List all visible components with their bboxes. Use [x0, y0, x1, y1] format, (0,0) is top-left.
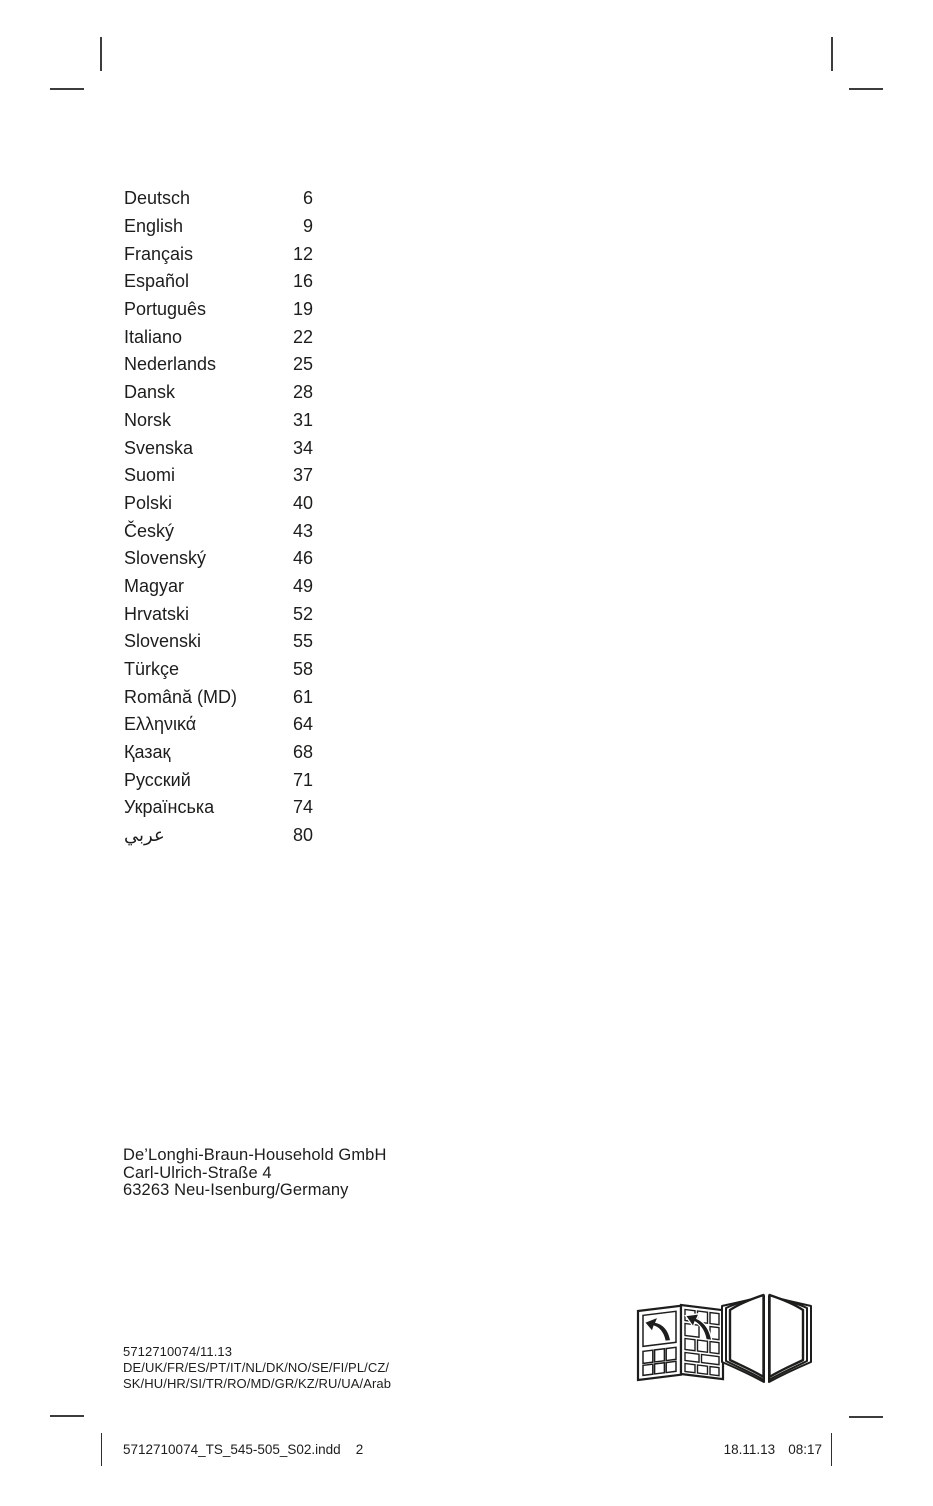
foldout-book-icon — [634, 1284, 814, 1384]
toc-language-label: Nederlands — [124, 354, 217, 375]
footer-date: 18.11.13 — [723, 1442, 776, 1457]
toc-language-label: Suomi — [124, 465, 176, 486]
toc-page-number: 22 — [292, 326, 313, 347]
toc-page-number: 52 — [292, 603, 313, 624]
crop-mark-top-right-horizontal — [849, 88, 883, 90]
toc-language-label: Magyar — [124, 575, 185, 596]
toc-page-number: 16 — [292, 271, 313, 292]
footer-datetime-group — [724, 1442, 822, 1457]
toc-language-label: Deutsch — [124, 188, 191, 209]
toc-language-label: Slovenski — [124, 631, 202, 652]
address-street: Carl-Ulrich-Straße 4 — [123, 1163, 272, 1182]
toc-entry — [124, 766, 313, 794]
toc-entry — [124, 213, 313, 241]
imprint-language-codes-1: DE/UK/FR/ES/PT/IT/NL/DK/NO/SE/FI/PL/CZ/ — [123, 1359, 390, 1375]
toc-page-number: 71 — [292, 769, 313, 790]
imprint-language-codes-2: SK/HU/HR/SI/TR/RO/MD/GR/KZ/RU/UA/Arab — [123, 1375, 392, 1391]
toc-entry — [124, 600, 313, 628]
toc-page-number: 58 — [292, 659, 313, 680]
toc-page-number: 46 — [292, 548, 313, 569]
toc-language-label: Türkçe — [124, 659, 180, 680]
toc-language-label: Italiano — [124, 326, 183, 347]
toc-page-number: 28 — [292, 382, 313, 403]
company-address — [123, 1147, 386, 1200]
footer-filename-group — [123, 1442, 363, 1457]
toc-language-label: Ελληνικά — [124, 714, 197, 735]
toc-page-number: 40 — [292, 492, 313, 513]
toc-page-number: 25 — [292, 354, 313, 375]
toc-language-label: Українська — [124, 797, 215, 818]
crop-mark-bottom-right-horizontal — [849, 1416, 883, 1418]
toc-language-label: Svenska — [124, 437, 194, 458]
crop-mark-top-left-vertical — [100, 37, 102, 71]
toc-language-label: عربي — [124, 825, 165, 846]
crop-mark-top-right-vertical — [831, 37, 833, 71]
toc-page-number: 34 — [292, 437, 313, 458]
toc-entry — [124, 323, 313, 351]
toc-page-number: 61 — [292, 686, 313, 707]
toc-entry — [124, 490, 313, 518]
toc-entry — [124, 185, 313, 213]
toc-language-label: Polski — [124, 492, 173, 513]
imprint-block — [123, 1344, 391, 1391]
toc-entry — [124, 517, 313, 545]
toc-entry — [124, 822, 313, 850]
toc-language-label: Français — [124, 243, 194, 264]
toc-language-label: Română (MD) — [124, 686, 238, 707]
toc-page-number: 64 — [292, 714, 313, 735]
toc-entry — [124, 462, 313, 490]
toc-page-number: 31 — [292, 409, 313, 430]
toc-language-label: Қазақ — [124, 742, 171, 763]
toc-language-label: Slovenský — [124, 548, 207, 569]
toc-page-number: 43 — [292, 520, 313, 541]
toc-entry — [124, 240, 313, 268]
toc-page-number: 80 — [292, 825, 313, 846]
toc-page-number: 19 — [292, 299, 313, 320]
toc-entry — [124, 268, 313, 296]
toc-page-number: 49 — [292, 575, 313, 596]
toc-entry — [124, 656, 313, 684]
footer-time: 08:17 — [788, 1442, 822, 1457]
toc-page-number: 37 — [292, 465, 313, 486]
toc-page-number: 9 — [302, 216, 313, 237]
toc-language-label: Norsk — [124, 409, 172, 430]
address-city: 63263 Neu-Isenburg/Germany — [123, 1181, 349, 1200]
toc-language-label: English — [124, 216, 184, 237]
toc-language-label: Hrvatski — [124, 603, 190, 624]
toc-page-number: 6 — [302, 188, 313, 209]
imprint-part-number: 5712710074/11.13 — [123, 1344, 233, 1359]
toc-page-number: 68 — [292, 742, 313, 763]
toc-entry — [124, 434, 313, 462]
address-company: De’Longhi-Braun-Household GmbH — [123, 1146, 387, 1164]
language-toc — [124, 185, 313, 850]
toc-language-label: Español — [124, 271, 190, 292]
footer-filename: 5712710074_TS_545-505_S02.indd — [123, 1442, 341, 1457]
toc-entry — [124, 711, 313, 739]
toc-entry — [124, 739, 313, 767]
toc-entry — [124, 296, 313, 324]
toc-entry — [124, 545, 313, 573]
toc-page-number: 55 — [292, 631, 313, 652]
crop-mark-top-left-horizontal — [50, 88, 84, 90]
toc-page-number: 74 — [292, 797, 313, 818]
toc-entry — [124, 573, 313, 601]
print-footer — [101, 1433, 832, 1466]
toc-language-label: Dansk — [124, 382, 176, 403]
toc-entry — [124, 351, 313, 379]
toc-entry — [124, 628, 313, 656]
toc-entry — [124, 407, 313, 435]
toc-page-number: 12 — [292, 243, 313, 264]
toc-language-label: Český — [124, 520, 175, 541]
toc-language-label: Русский — [124, 769, 191, 790]
crop-mark-bottom-left-horizontal — [50, 1415, 84, 1417]
footer-page-number: 2 — [355, 1442, 364, 1457]
toc-entry — [124, 683, 313, 711]
toc-entry — [124, 794, 313, 822]
toc-language-label: Português — [124, 299, 207, 320]
toc-entry — [124, 379, 313, 407]
